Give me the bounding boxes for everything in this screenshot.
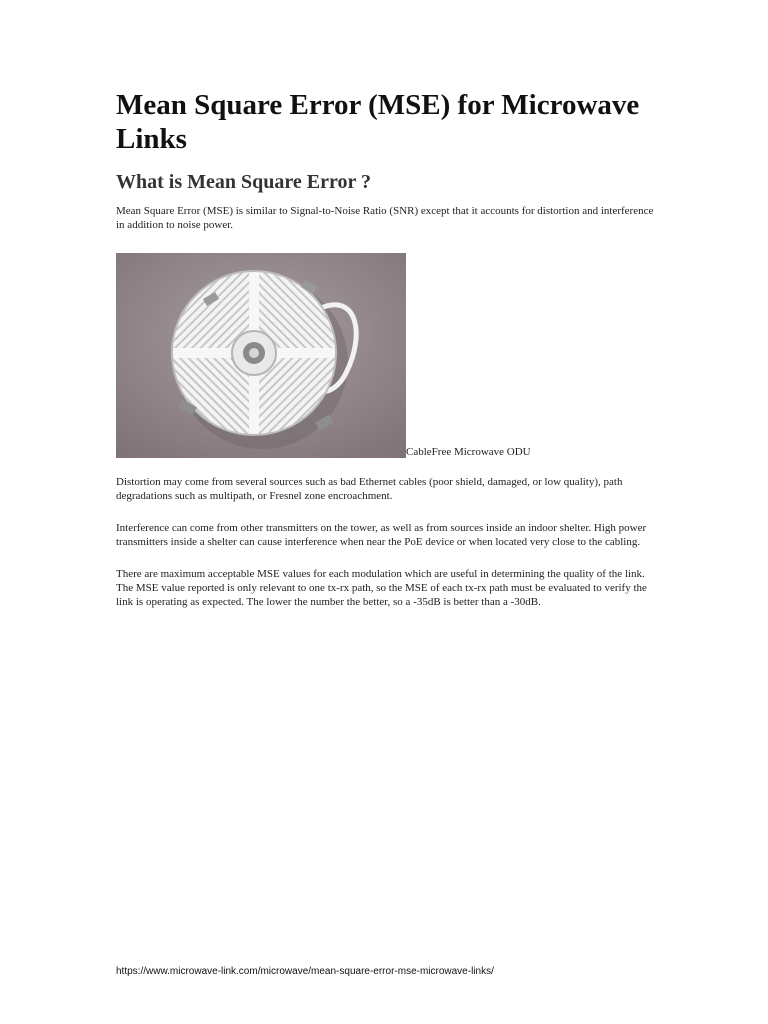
odu-photo xyxy=(116,253,406,458)
intro-paragraph: Mean Square Error (MSE) is similar to Signal-to-Noise Ratio (SNR) except that it accounts for distortion and interference in addition to noise power. xyxy=(116,205,654,231)
document-title: Mean Square Error (MSE) for Microwave Links xyxy=(116,89,640,155)
paragraph-interference: Interference can come from other transmitters on the tower, as well as from sources inside an indoor shelter. High power transmitters inside a shelter can cause interference when near the PoE device or when located very close to the cabling. xyxy=(116,522,647,548)
paragraph-mse-values: There are maximum acceptable MSE values for each modulation which are useful in determining the quality of the link. The MSE value reported is only relevant to one tx-rx path, so the MSE of each tx-rx path must be evaluated to verify the link is operating as expected. The lower the number the better, so a -35dB is better than a -30dB. xyxy=(116,568,647,608)
section-heading: What is Mean Square Error ? xyxy=(116,171,372,193)
figure-caption: CableFree Microwave ODU xyxy=(406,446,531,458)
figure xyxy=(116,253,656,458)
document-page xyxy=(116,88,656,627)
footer-url[interactable]: https://www.microwave-link.com/microwave/mean-square-error-mse-microwave-links/ xyxy=(116,966,494,977)
paragraph-distortion: Distortion may come from several sources such as bad Ethernet cables (poor shield, damaged, or low quality), path degradations such as multipath, or Fresnel zone encroachment. xyxy=(116,476,623,502)
